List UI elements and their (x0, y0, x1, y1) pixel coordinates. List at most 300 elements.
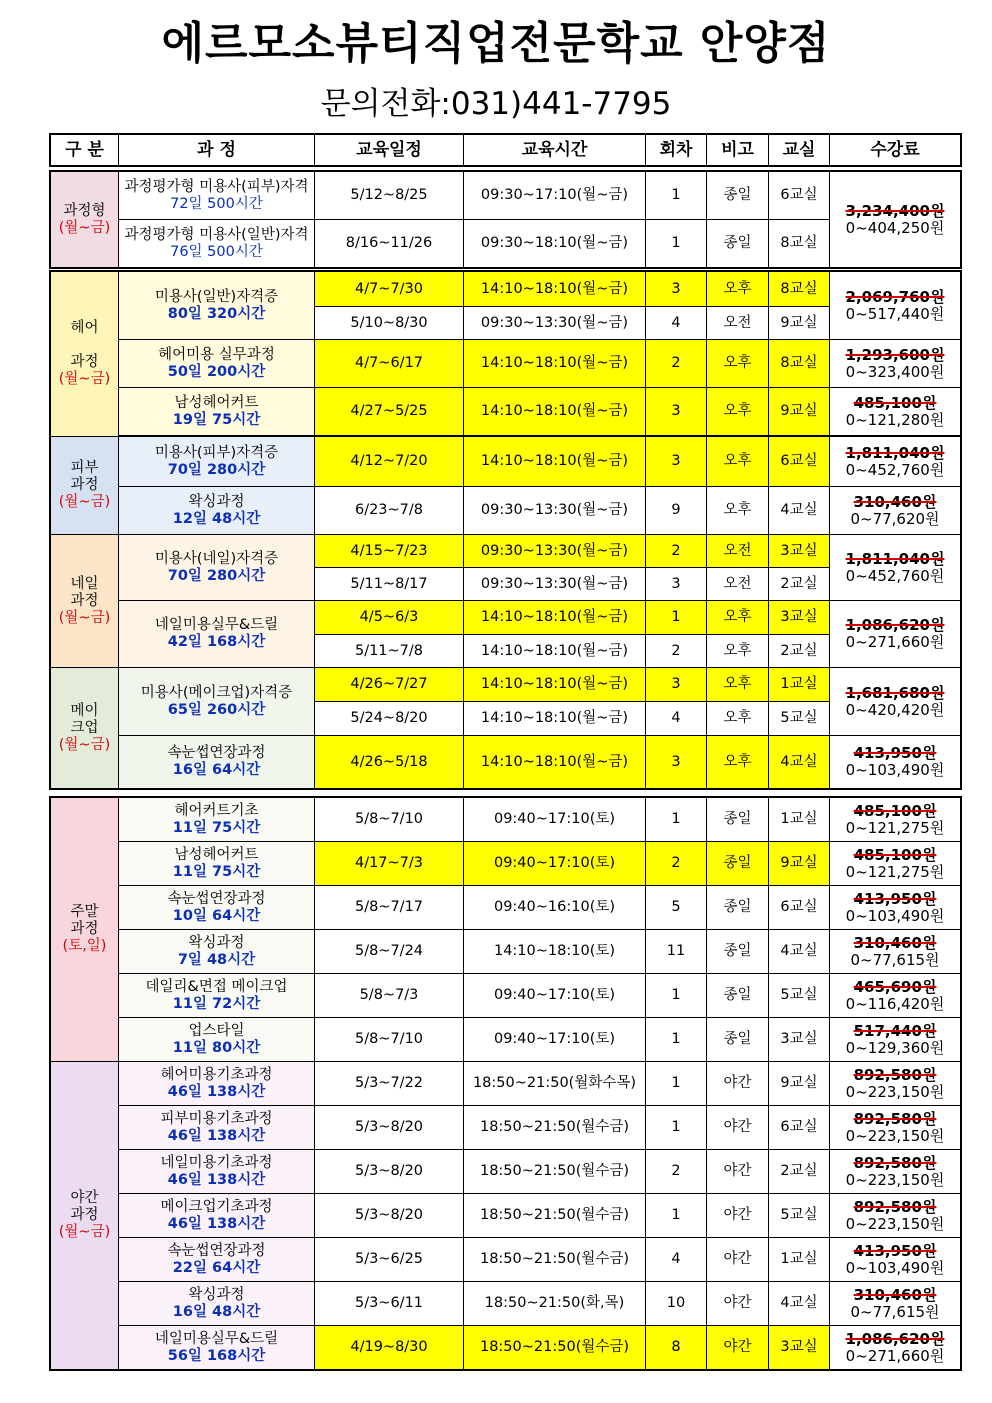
room-cell: 5교실 (769, 702, 830, 736)
fee-cell (830, 1018, 961, 1062)
schedule-cell: 5/12~8/25 (315, 172, 464, 220)
table-row (51, 437, 961, 487)
fee-cell (830, 1106, 961, 1150)
fee-cell (830, 1282, 961, 1326)
header-fee: 수강료 (830, 135, 961, 166)
room-cell: 4교실 (769, 487, 830, 535)
schedule-cell: 4/7~7/30 (315, 272, 464, 307)
fee-original: 2,069,760원 (845, 287, 945, 306)
course-cell (119, 272, 315, 340)
room-cell: 1교실 (769, 1238, 830, 1282)
time-cell: 09:30~13:30(월~금) (464, 568, 646, 601)
fee-discounted: 0~223,150원 (845, 1082, 945, 1101)
note-cell: 오후 (707, 487, 769, 535)
header-note: 비고 (707, 135, 769, 166)
note-cell: 야간 (707, 1106, 769, 1150)
course-hours: 65일 260시간 (167, 701, 266, 718)
room-cell: 3교실 (769, 601, 830, 635)
header-table (50, 134, 961, 166)
session-cell: 2 (646, 340, 707, 388)
fee-discounted: 0~223,150원 (845, 1170, 945, 1189)
time-cell: 14:10~18:10(월~금) (464, 340, 646, 388)
note-cell: 오전 (707, 568, 769, 601)
category-name: 크업 (70, 719, 99, 736)
schedule-cell: 4/12~7/20 (315, 437, 464, 487)
session-cell: 2 (646, 1150, 707, 1194)
course-name: 미용사(네일)자격증 (154, 550, 279, 567)
course-cell (119, 1106, 315, 1150)
table-row (51, 1282, 961, 1326)
fee-cell (830, 930, 961, 974)
session-cell: 3 (646, 272, 707, 307)
room-cell: 4교실 (769, 1282, 830, 1326)
fee-discounted: 0~103,490원 (845, 906, 945, 925)
session-cell: 3 (646, 388, 707, 436)
course-hours: 11일 75시간 (172, 819, 261, 836)
time-cell: 14:10~18:10(토) (464, 930, 646, 974)
fee-discounted: 0~116,420원 (845, 994, 945, 1013)
room-cell: 6교실 (769, 886, 830, 930)
fee-discounted: 0~77,615원 (850, 950, 940, 969)
time-cell: 14:10~18:10(월~금) (464, 668, 646, 702)
course-name: 헤어미용기초과정 (160, 1066, 273, 1083)
fee-cell (830, 340, 961, 388)
time-cell: 18:50~21:50(월수금) (464, 1238, 646, 1282)
schedule-cell: 4/17~7/3 (315, 842, 464, 886)
time-cell: 14:10~18:10(월~금) (464, 702, 646, 736)
note-cell: 야간 (707, 1150, 769, 1194)
room-cell: 2교실 (769, 1150, 830, 1194)
fee-cell (830, 1326, 961, 1370)
category-cell (51, 535, 119, 668)
fee-original: 413,950원 (853, 1241, 937, 1260)
fee-cell (830, 668, 961, 736)
category-cell (51, 437, 119, 535)
fee-cell (830, 437, 961, 487)
fee-discounted: 0~129,360원 (845, 1038, 945, 1057)
room-cell: 2교실 (769, 568, 830, 601)
time-cell: 09:30~13:30(월~금) (464, 535, 646, 568)
time-cell: 09:40~16:10(토) (464, 886, 646, 930)
category-days: (월~금) (58, 609, 111, 626)
weekday-table (50, 271, 961, 789)
fee-cell (830, 1238, 961, 1282)
fee-cell (830, 272, 961, 340)
note-cell: 오후 (707, 340, 769, 388)
fee-discounted: 0~452,760원 (845, 566, 945, 585)
fee-cell (830, 601, 961, 668)
fee-discounted: 0~517,440원 (845, 304, 945, 323)
fee-discounted: 0~223,150원 (845, 1126, 945, 1145)
header-schedule: 교육일정 (315, 135, 464, 166)
note-cell: 종일 (707, 1018, 769, 1062)
course-hours: 11일 72시간 (172, 995, 261, 1012)
schedule-cell: 5/3~8/20 (315, 1106, 464, 1150)
schedule-cell: 6/23~7/8 (315, 487, 464, 535)
session-cell: 8 (646, 1326, 707, 1370)
table-row (51, 1150, 961, 1194)
category-days: (월~금) (58, 494, 111, 510)
fee-discounted: 0~121,275원 (845, 818, 945, 837)
schedule-cell: 5/8~7/3 (315, 974, 464, 1018)
time-cell: 09:40~17:10(토) (464, 974, 646, 1018)
session-cell: 1 (646, 1062, 707, 1106)
schedule-cell: 5/3~6/25 (315, 1238, 464, 1282)
schedule-cell: 5/3~6/11 (315, 1282, 464, 1326)
category-name: 과정 (70, 354, 99, 370)
note-cell: 오후 (707, 388, 769, 436)
table-row (51, 1018, 961, 1062)
course-cell (119, 1150, 315, 1194)
table-row (51, 535, 961, 568)
header-time: 교육시간 (464, 135, 646, 166)
schedule-cell: 4/27~5/25 (315, 388, 464, 436)
table-row (51, 886, 961, 930)
course-name: 남성헤어커트 (174, 846, 259, 863)
table-row (51, 1106, 961, 1150)
course-cell (119, 1326, 315, 1370)
header-row (51, 135, 961, 166)
room-cell: 9교실 (769, 307, 830, 340)
schedule-cell: 5/10~8/30 (315, 307, 464, 340)
schedule-cell: 8/16~11/26 (315, 220, 464, 268)
table-row (51, 842, 961, 886)
category-days: (토,일) (62, 938, 107, 954)
room-cell: 9교실 (769, 388, 830, 436)
fee-original: 485,100원 (853, 845, 937, 864)
category-cell (51, 668, 119, 789)
time-cell: 18:50~21:50(월화수목) (464, 1062, 646, 1106)
fee-original: 310,460원 (853, 492, 937, 511)
course-hours: 19일 75시간 (172, 411, 261, 428)
fee-discounted: 0~121,275원 (845, 862, 945, 881)
schedule-cell: 5/11~7/8 (315, 635, 464, 668)
course-hours: 70일 280시간 (167, 461, 266, 478)
fee-original: 1,086,620원 (845, 616, 945, 634)
fee-cell (830, 1194, 961, 1238)
course-cell (119, 1282, 315, 1326)
fee-discounted: 0~223,150원 (845, 1214, 945, 1233)
course-cell (119, 601, 315, 668)
course-hours: 76일 500시간 (170, 243, 263, 260)
header-course: 과 정 (119, 135, 315, 166)
schedule-cell: 5/8~7/10 (315, 798, 464, 842)
note-cell: 야간 (707, 1238, 769, 1282)
fee-discounted: 0~420,420원 (845, 700, 945, 719)
course-name: 네일미용실무&드릴 (154, 1330, 279, 1347)
fee-original: 517,440원 (853, 1021, 937, 1040)
schedule-cell: 4/7~6/17 (315, 340, 464, 388)
course-cell (119, 437, 315, 487)
note-cell: 야간 (707, 1194, 769, 1238)
course-name: 왁싱과정 (188, 934, 245, 951)
note-cell: 오후 (707, 635, 769, 668)
category-name: 야간 (70, 1190, 99, 1206)
table-row (51, 340, 961, 388)
category-name: 헤어 (70, 320, 99, 336)
course-cell (119, 974, 315, 1018)
fee-original: 413,950원 (853, 744, 937, 762)
schedule-cell: 5/11~8/17 (315, 568, 464, 601)
room-cell: 8교실 (769, 220, 830, 268)
session-cell: 1 (646, 220, 707, 268)
course-name: 속눈썹연장과정 (167, 745, 266, 761)
fee-original: 485,100원 (853, 801, 937, 820)
note-cell: 야간 (707, 1062, 769, 1106)
course-cell (119, 798, 315, 842)
category-name: 피부 (70, 460, 99, 476)
session-cell: 1 (646, 601, 707, 635)
weekend-night-table (50, 797, 961, 1370)
session-cell: 1 (646, 798, 707, 842)
fee-cell (830, 736, 961, 789)
time-cell: 18:50~21:50(월수금) (464, 1106, 646, 1150)
time-cell: 18:50~21:50(월수금) (464, 1194, 646, 1238)
fee-cell (830, 172, 961, 268)
time-cell: 09:40~17:10(토) (464, 798, 646, 842)
header-category: 구 분 (51, 135, 119, 166)
course-cell (119, 487, 315, 535)
note-cell: 야간 (707, 1326, 769, 1370)
schedule-cell: 5/3~8/20 (315, 1150, 464, 1194)
course-cell (119, 1238, 315, 1282)
course-hours: 10일 64시간 (172, 907, 261, 924)
room-cell: 4교실 (769, 930, 830, 974)
note-cell: 종일 (707, 974, 769, 1018)
course-cell (119, 1018, 315, 1062)
course-hours: 42일 168시간 (167, 634, 266, 650)
time-cell: 18:50~21:50(월수금) (464, 1150, 646, 1194)
note-cell: 종일 (707, 798, 769, 842)
course-name: 왁싱과정 (188, 493, 245, 510)
table-row (51, 1326, 961, 1370)
course-hours: 11일 75시간 (172, 863, 261, 880)
time-cell: 14:10~18:10(월~금) (464, 437, 646, 487)
session-cell: 1 (646, 1194, 707, 1238)
course-hours: 46일 138시간 (167, 1171, 266, 1188)
course-hours: 16일 48시간 (172, 1303, 261, 1320)
schedule-cell: 4/15~7/23 (315, 535, 464, 568)
course-cell (119, 172, 315, 220)
room-cell: 6교실 (769, 437, 830, 487)
table-row (51, 930, 961, 974)
session-cell: 2 (646, 842, 707, 886)
session-cell: 1 (646, 1106, 707, 1150)
session-cell: 4 (646, 307, 707, 340)
fee-original: 1,811,040원 (845, 549, 945, 568)
fee-discounted: 0~103,490원 (845, 761, 945, 779)
room-cell: 8교실 (769, 340, 830, 388)
category-days: (월~금) (58, 1224, 111, 1240)
schedule-cell: 4/26~5/18 (315, 736, 464, 789)
room-cell: 5교실 (769, 1194, 830, 1238)
time-cell: 14:10~18:10(월~금) (464, 635, 646, 668)
fee-cell (830, 535, 961, 601)
note-cell: 종일 (707, 930, 769, 974)
fee-original: 413,950원 (853, 889, 937, 908)
category-days: (월~금) (58, 219, 111, 236)
course-hours: 7일 48시간 (177, 951, 256, 968)
course-cell (119, 388, 315, 436)
course-name: 과정평가형 미용사(피부)자격 (124, 178, 309, 195)
room-cell: 6교실 (769, 1106, 830, 1150)
time-cell: 09:30~13:30(월~금) (464, 487, 646, 535)
note-cell: 종일 (707, 842, 769, 886)
course-hours: 80일 320시간 (167, 305, 266, 322)
note-cell: 오후 (707, 736, 769, 789)
fee-cell (830, 842, 961, 886)
category-name: 과정 (70, 592, 99, 609)
fee-discounted: 0~323,400원 (845, 362, 945, 381)
fee-original: 892,580원 (853, 1109, 937, 1128)
fee-original: 1,811,040원 (845, 443, 945, 462)
room-cell: 9교실 (769, 1062, 830, 1106)
fee-cell (830, 388, 961, 436)
room-cell: 4교실 (769, 736, 830, 789)
session-cell: 1 (646, 974, 707, 1018)
course-name: 미용사(일반)자격증 (154, 288, 279, 305)
time-cell: 14:10~18:10(월~금) (464, 601, 646, 635)
course-hours: 46일 138시간 (167, 1215, 266, 1232)
note-cell: 오후 (707, 702, 769, 736)
category-name: 과정형 (63, 202, 106, 219)
table-row (51, 1062, 961, 1106)
note-cell: 오후 (707, 601, 769, 635)
fee-discounted: 0~452,760원 (845, 460, 945, 479)
course-name: 과정평가형 미용사(일반)자격 (124, 226, 309, 243)
room-cell: 1교실 (769, 668, 830, 702)
schedule-cell: 4/5~6/3 (315, 601, 464, 635)
fee-cell (830, 487, 961, 535)
category-days: (월~금) (58, 371, 111, 387)
schedule-cell: 5/24~8/20 (315, 702, 464, 736)
course-name: 데일리&면접 메이크업 (145, 978, 288, 995)
category-cell (51, 272, 119, 437)
course-name: 남성헤어커트 (174, 394, 259, 411)
schedule-cell: 5/3~8/20 (315, 1194, 464, 1238)
schedule-cell: 4/26~7/27 (315, 668, 464, 702)
table-row (51, 388, 961, 436)
time-cell: 09:30~17:10(월~금) (464, 172, 646, 220)
time-cell: 09:30~18:10(월~금) (464, 220, 646, 268)
course-name: 피부미용기초과정 (160, 1110, 273, 1127)
session-cell: 1 (646, 172, 707, 220)
session-cell: 2 (646, 635, 707, 668)
schedule-cell: 5/8~7/10 (315, 1018, 464, 1062)
fee-discounted: 0~77,620원 (850, 509, 940, 528)
note-cell: 오전 (707, 535, 769, 568)
category-name: 과정 (70, 1207, 99, 1223)
fee-cell (830, 798, 961, 842)
time-cell: 14:10~18:10(월~금) (464, 272, 646, 307)
note-cell: 야간 (707, 1282, 769, 1326)
course-cell (119, 220, 315, 268)
fee-original: 310,460원 (853, 933, 937, 952)
table-row (51, 798, 961, 842)
course-cell (119, 736, 315, 789)
header-session: 회차 (646, 135, 707, 166)
room-cell: 3교실 (769, 1018, 830, 1062)
table-row (51, 974, 961, 1018)
fee-discounted: 0~77,615원 (850, 1302, 940, 1321)
note-cell: 종일 (707, 886, 769, 930)
time-cell: 18:50~21:50(화,목) (464, 1282, 646, 1326)
category-cell (51, 172, 119, 268)
fee-original: 892,580원 (853, 1197, 937, 1216)
fee-original: 1,293,600원 (845, 345, 945, 364)
course-name: 업스타일 (188, 1022, 245, 1039)
fee-discounted: 0~271,660원 (845, 633, 945, 651)
course-cell (119, 930, 315, 974)
table-row (51, 487, 961, 535)
table-row (51, 272, 961, 307)
fee-discounted: 0~103,490원 (845, 1258, 945, 1277)
category-name: 네일 (70, 575, 99, 592)
course-cell (119, 886, 315, 930)
table-row (51, 1238, 961, 1282)
fee-original: 310,460원 (853, 1285, 937, 1304)
note-cell: 종일 (707, 172, 769, 220)
course-hours: 46일 138시간 (167, 1127, 266, 1144)
category-name: 과정 (70, 921, 99, 937)
note-cell: 오후 (707, 272, 769, 307)
fee-original: 892,580원 (853, 1065, 937, 1084)
schedule-cell: 5/3~7/22 (315, 1062, 464, 1106)
course-type-table (50, 171, 961, 268)
session-cell: 9 (646, 487, 707, 535)
session-cell: 11 (646, 930, 707, 974)
course-name: 속눈썹연장과정 (167, 1242, 266, 1259)
fee-original: 1,681,680원 (845, 683, 945, 702)
category-days: (월~금) (58, 736, 111, 753)
time-cell: 09:40~17:10(토) (464, 842, 646, 886)
fee-discounted: 0~271,660원 (845, 1346, 945, 1365)
note-cell: 오후 (707, 668, 769, 702)
table-row (51, 1194, 961, 1238)
fee-discounted: 0~121,280원 (845, 410, 945, 429)
time-cell: 09:30~13:30(월~금) (464, 307, 646, 340)
course-cell (119, 842, 315, 886)
table-row (51, 601, 961, 635)
course-name: 헤어미용 실무과정 (158, 346, 275, 363)
room-cell: 9교실 (769, 842, 830, 886)
note-cell: 오전 (707, 307, 769, 340)
note-cell: 종일 (707, 220, 769, 268)
session-cell: 4 (646, 702, 707, 736)
course-cell (119, 340, 315, 388)
course-name: 미용사(메이크업)자격증 (140, 684, 293, 701)
room-cell: 3교실 (769, 535, 830, 568)
session-cell: 3 (646, 568, 707, 601)
fee-cell (830, 886, 961, 930)
session-cell: 5 (646, 886, 707, 930)
course-name: 미용사(피부)자격증 (154, 444, 279, 461)
time-cell: 14:10~18:10(월~금) (464, 388, 646, 436)
time-cell: 18:50~21:50(월수금) (464, 1326, 646, 1370)
course-hours: 56일 168시간 (167, 1347, 266, 1364)
course-name: 메이크업기초과정 (160, 1198, 273, 1215)
room-cell: 6교실 (769, 172, 830, 220)
room-cell: 8교실 (769, 272, 830, 307)
course-hours: 72일 500시간 (170, 195, 263, 212)
session-cell: 2 (646, 535, 707, 568)
time-cell: 14:10~18:10(월~금) (464, 736, 646, 789)
table-row (51, 220, 961, 268)
category-cell (51, 798, 119, 1062)
schedule-cell: 5/8~7/17 (315, 886, 464, 930)
page-title: 에르모소뷰티직업전문학교 안양점 (161, 18, 831, 69)
course-name: 헤어커트기초 (174, 802, 259, 819)
